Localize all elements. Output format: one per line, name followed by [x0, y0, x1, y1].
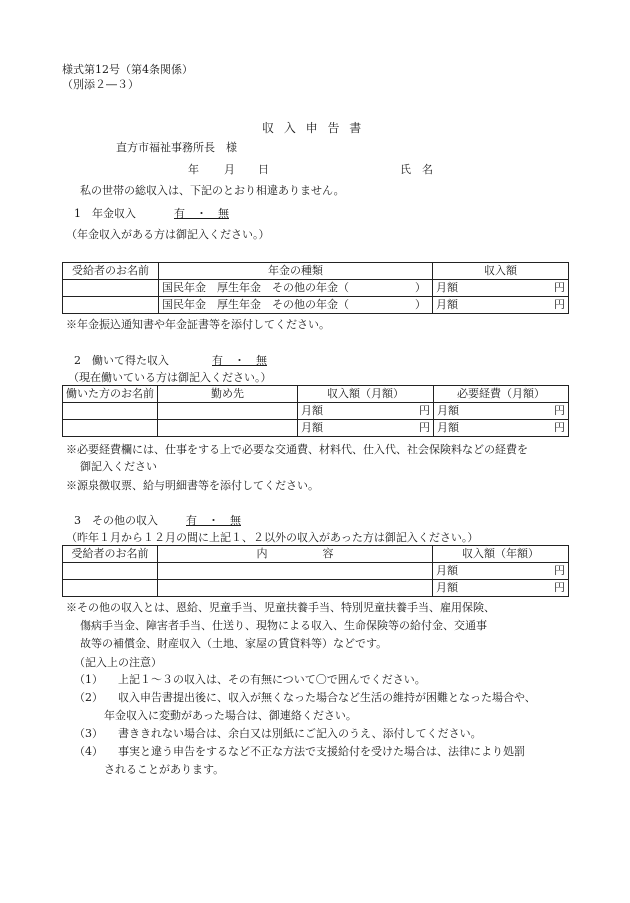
col-income-amount: 収入額	[433, 263, 569, 280]
note-number: （1）	[74, 673, 103, 686]
monthly-label: 月額	[301, 421, 323, 434]
pension-type-field[interactable]: 国民年金 厚生年金 その他の年金（ ）	[159, 280, 433, 297]
recipient-name-field[interactable]	[63, 280, 159, 297]
table-row	[63, 420, 569, 437]
income-field[interactable]	[298, 420, 434, 437]
employment-income-table	[62, 385, 569, 437]
col-recipient-name: 受給者のお名前	[63, 546, 158, 563]
expense-field[interactable]	[434, 403, 569, 420]
pension-type-field[interactable]: 国民年金 厚生年金 その他の年金（ ）	[159, 297, 433, 314]
monthly-label: 月額	[301, 404, 323, 417]
col-monthly-income: 収入額（月額）	[298, 386, 434, 403]
expense-field[interactable]	[434, 420, 569, 437]
statement: 私の世帯の総収入は、下記のとおり相違ありません。	[80, 184, 345, 197]
recipient-name-field[interactable]	[63, 580, 158, 597]
yen-label: 円	[554, 298, 565, 311]
section2-heading: 2 働いて得た収入	[74, 354, 169, 367]
col-annual-income: 収入額（年額）	[433, 546, 569, 563]
yen-label: 円	[419, 421, 430, 434]
date-year-label: 年	[188, 163, 199, 176]
amount-field[interactable]	[433, 280, 569, 297]
attachment-label: （別添２―３）	[62, 78, 139, 91]
table-header-row	[63, 263, 569, 280]
section2-note-attach: ※源泉徴収票、給与明細書等を添付してください。	[66, 479, 319, 492]
yen-label: 円	[554, 581, 565, 594]
section1-note: ※年金振込通知書や年金証書等を添付してください。	[66, 318, 330, 331]
section2-note-expenses: ※必要経費欄には、仕事をする上で必要な交通費、材料代、仕入代、社会保険料などの経費を	[66, 443, 528, 456]
section3-instruction: （昨年１月から１２月の間に上記１、２以外の収入があった方は御記入ください。）	[66, 531, 479, 544]
date-month-label: 月	[224, 163, 235, 176]
table-row	[63, 280, 569, 297]
section1-instruction: （年金収入がある方は御記入ください。）	[66, 228, 270, 241]
content-field[interactable]	[158, 580, 433, 597]
section3-heading: 3 その他の収入	[74, 514, 158, 527]
note-number: （2）	[74, 691, 103, 704]
income-field[interactable]	[298, 403, 434, 420]
col-content: 内 容	[158, 546, 433, 563]
section2-choice[interactable]: 有 ・ 無	[212, 354, 267, 367]
section2-instruction: （現在働いている方は御記入ください。）	[68, 371, 272, 384]
monthly-label: 月額	[436, 581, 458, 594]
other-income-table	[62, 545, 569, 597]
section1-heading: 1 年金収入	[74, 207, 136, 220]
monthly-label: 月額	[437, 421, 459, 434]
monthly-label: 月額	[436, 564, 458, 577]
section3-choice[interactable]: 有 ・ 無	[186, 514, 241, 527]
table-row	[63, 297, 569, 314]
monthly-label: 月額	[437, 404, 459, 417]
col-monthly-expenses: 必要経費（月額）	[434, 386, 569, 403]
yen-label: 円	[554, 281, 565, 294]
form-title: 収 入 申 告 書	[262, 121, 365, 135]
note-number: （4）	[74, 745, 103, 758]
form-number: 様式第12号（第4条関係）	[62, 63, 193, 76]
note-number: （3）	[74, 727, 103, 740]
worker-name-field[interactable]	[63, 420, 158, 437]
col-pension-type: 年金の種類	[159, 263, 433, 280]
yen-label: 円	[554, 564, 565, 577]
monthly-label: 月額	[436, 298, 458, 311]
yen-label: 円	[554, 421, 565, 434]
section3-note-line1: ※その他の収入とは、恩給、児童手当、児童扶養手当、特別児童扶養手当、雇用保険、	[66, 601, 495, 614]
section3-note-line2: 傷病手当金、障害者手当、仕送り、現物による収入、生命保険等の給付金、交通事	[80, 619, 487, 632]
table-header-row	[63, 386, 569, 403]
note-text: 書ききれない場合は、余白又は別紙にご記入のうえ、添付してください。	[118, 727, 482, 740]
note-text: 上記１～３の収入は、その有無について〇で囲んでください。	[118, 673, 426, 686]
note-text-cont: されることがあります。	[104, 763, 225, 776]
monthly-label: 月額	[436, 281, 458, 294]
worker-name-field[interactable]	[63, 403, 158, 420]
section1-choice[interactable]: 有 ・ 無	[174, 207, 229, 220]
note-text-cont: 年金収入に変動があった場合は、御連絡ください。	[104, 709, 357, 722]
note-text: 事実と違う申告をするなど不正な方法で支援給付を受けた場合は、法律により処罰	[118, 745, 525, 758]
notes-heading: （記入上の注意）	[74, 656, 162, 669]
content-field[interactable]	[158, 563, 433, 580]
col-recipient-name: 受給者のお名前	[63, 263, 159, 280]
date-day-label: 日	[258, 163, 269, 176]
amount-field[interactable]	[433, 580, 569, 597]
employer-field[interactable]	[158, 420, 298, 437]
applicant-name-label: 氏 名	[400, 163, 433, 176]
employer-field[interactable]	[158, 403, 298, 420]
yen-label: 円	[554, 404, 565, 417]
col-worker-name: 働いた方のお名前	[63, 386, 158, 403]
amount-field[interactable]	[433, 563, 569, 580]
note-text: 収入申告書提出後に、収入が無くなった場合など生活の維持が困難となった場合や、	[118, 691, 536, 704]
amount-field[interactable]	[433, 297, 569, 314]
pension-table	[62, 262, 569, 314]
recipient-name-field[interactable]	[63, 563, 158, 580]
table-header-row	[63, 546, 569, 563]
table-row	[63, 403, 569, 420]
yen-label: 円	[419, 404, 430, 417]
section3-note-line3: 故等の補償金、財産収入（土地、家屋の賃貸料等）などです。	[80, 637, 388, 650]
recipient-name-field[interactable]	[63, 297, 159, 314]
table-row	[63, 563, 569, 580]
addressee: 直方市福祉事務所長 様	[116, 141, 237, 154]
section2-note-expenses-cont: 御記入ください	[80, 460, 157, 473]
table-row	[63, 580, 569, 597]
col-employer: 勤め先	[158, 386, 298, 403]
